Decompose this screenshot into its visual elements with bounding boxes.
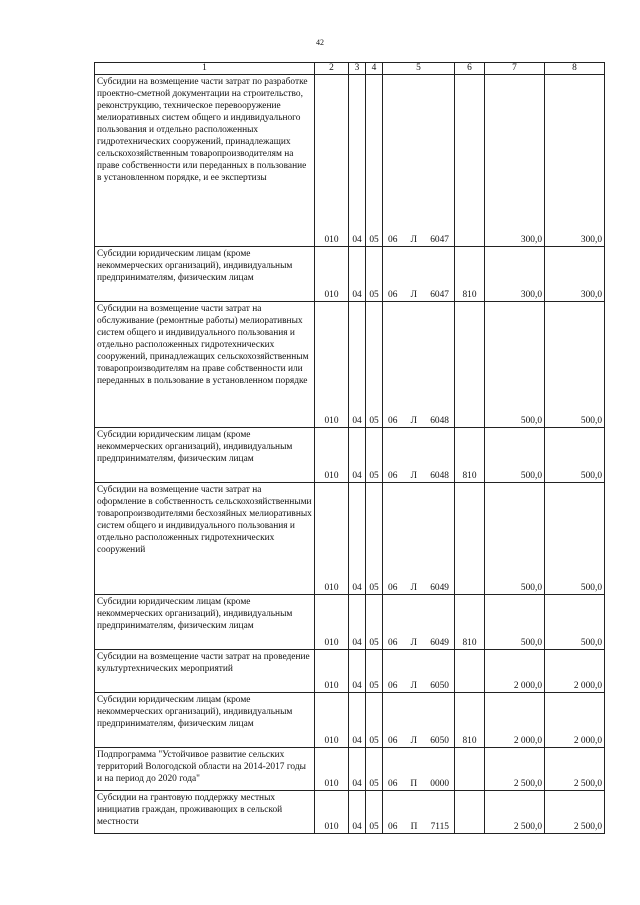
amount-col7: 500,0 [485, 483, 545, 595]
page-number: 42 [316, 38, 324, 47]
amount-col8: 2 000,0 [545, 693, 605, 748]
expense-type [455, 748, 485, 791]
amount-col8: 500,0 [545, 483, 605, 595]
grbs-code: 010 [315, 748, 349, 791]
table-row [95, 791, 605, 834]
row-name: Подпрограмма "Устойчивое развитие сельских территорий Вологодской области на 2014-2017 годы и на период до 2020 года" [95, 748, 315, 791]
target-article [383, 693, 455, 748]
target-article-program: 06 [388, 416, 398, 426]
section-code: 04 [349, 595, 366, 650]
grbs-code: 010 [315, 247, 349, 302]
target-article-direction: 6049 [430, 638, 449, 648]
target-article [383, 428, 455, 483]
grbs-code: 010 [315, 483, 349, 595]
target-article [383, 75, 455, 247]
amount-col8: 500,0 [545, 428, 605, 483]
target-article-program: 06 [388, 235, 398, 245]
target-article-direction: 7115 [430, 822, 449, 832]
expense-type [455, 483, 485, 595]
subsection-code: 05 [366, 428, 383, 483]
header-cell: 8 [545, 63, 605, 75]
target-article-direction: 6048 [430, 471, 449, 481]
amount-col7: 2 500,0 [485, 748, 545, 791]
amount-col7: 2 000,0 [485, 693, 545, 748]
expense-type: 810 [455, 693, 485, 748]
section-code: 04 [349, 748, 366, 791]
expense-type [455, 650, 485, 693]
section-code: 04 [349, 302, 366, 428]
table-row [95, 75, 605, 247]
target-article-subprogram: Л [410, 416, 417, 426]
target-article-direction: 6049 [430, 583, 449, 593]
row-name: Субсидии юридическим лицам (кроме некоммерческих организаций), индивидуальным предпринимателям, физическим лицам [95, 595, 315, 650]
row-name: Субсидии юридическим лицам (кроме некоммерческих организаций), индивидуальным предпринимателям, физическим лицам [95, 428, 315, 483]
amount-col7: 500,0 [485, 595, 545, 650]
section-code: 04 [349, 693, 366, 748]
target-article-subprogram: П [410, 822, 418, 832]
header-cell: 3 [349, 63, 366, 75]
amount-col7: 300,0 [485, 247, 545, 302]
section-code: 04 [349, 75, 366, 247]
subsection-code: 05 [366, 302, 383, 428]
subsection-code: 05 [366, 595, 383, 650]
row-name: Субсидии на возмещение части затрат по разработке проектно-сметной документации на строительство, реконструкцию, техническое перевооружение мелиоративных систем общего и индивидуального пользования и отдельно расположенных гидротехнических сооружений, принадлежащих сельскохозяйственным товаропроизводителям на праве собственности или переданных в пользование в установленном порядке, и ее экспертизы [95, 75, 315, 247]
header-cell: 1 [95, 63, 315, 75]
expense-type: 810 [455, 428, 485, 483]
row-name: Субсидии на возмещение части затрат на оформление в собственность сельскохозяйственными товаропроизводителями бесхозяйных мелиоративных систем общего и индивидуального пользования и отдельно расположенных гидротехнических сооружений [95, 483, 315, 595]
target-article [383, 247, 455, 302]
amount-col7: 2 000,0 [485, 650, 545, 693]
row-name: Субсидии на возмещение части затрат на проведение культуртехнических мероприятий [95, 650, 315, 693]
amount-col7: 300,0 [485, 75, 545, 247]
amount-col7: 500,0 [485, 302, 545, 428]
table-row [95, 247, 605, 302]
header-cell: 6 [455, 63, 485, 75]
expense-type: 810 [455, 595, 485, 650]
grbs-code: 010 [315, 693, 349, 748]
target-article-subprogram: Л [410, 681, 417, 691]
amount-col8: 500,0 [545, 302, 605, 428]
target-article-program: 06 [388, 471, 398, 481]
header-row [95, 63, 605, 75]
table-row [95, 650, 605, 693]
amount-col7: 2 500,0 [485, 791, 545, 834]
amount-col8: 500,0 [545, 595, 605, 650]
budget-table [94, 62, 605, 834]
target-article-program: 06 [388, 290, 398, 300]
row-name: Субсидии на грантовую поддержку местных инициатив граждан, проживающих в сельской местности [95, 791, 315, 834]
target-article-program: 06 [388, 822, 398, 832]
target-article-direction: 6050 [430, 681, 449, 691]
target-article-program: 06 [388, 583, 398, 593]
table-row [95, 595, 605, 650]
subsection-code: 05 [366, 791, 383, 834]
target-article [383, 748, 455, 791]
subsection-code: 05 [366, 75, 383, 247]
subsection-code: 05 [366, 693, 383, 748]
grbs-code: 010 [315, 302, 349, 428]
target-article-direction: 6047 [430, 235, 449, 245]
target-article [383, 302, 455, 428]
table-row [95, 748, 605, 791]
section-code: 04 [349, 791, 366, 834]
amount-col8: 2 000,0 [545, 650, 605, 693]
target-article-subprogram: П [410, 779, 418, 789]
target-article-direction: 6050 [430, 736, 449, 746]
row-name: Субсидии на возмещение части затрат на обслуживание (ремонтные работы) мелиоративных систем общего и индивидуального пользования и отдельно расположенных гидротехнических сооружений, принадлежащих сельскохозяйственным товаропроизводителям на праве собственности или переданных в пользование в установленном порядке [95, 302, 315, 428]
target-article [383, 650, 455, 693]
target-article-subprogram: Л [410, 290, 417, 300]
grbs-code: 010 [315, 650, 349, 693]
amount-col8: 300,0 [545, 247, 605, 302]
target-article-subprogram: Л [410, 471, 417, 481]
row-name: Субсидии юридическим лицам (кроме некоммерческих организаций), индивидуальным предпринимателям, физическим лицам [95, 247, 315, 302]
section-code: 04 [349, 247, 366, 302]
grbs-code: 010 [315, 791, 349, 834]
expense-type: 810 [455, 247, 485, 302]
target-article-subprogram: Л [410, 736, 417, 746]
subsection-code: 05 [366, 650, 383, 693]
target-article-subprogram: Л [410, 235, 417, 245]
amount-col8: 300,0 [545, 75, 605, 247]
target-article-subprogram: Л [410, 638, 417, 648]
amount-col8: 2 500,0 [545, 748, 605, 791]
section-code: 04 [349, 428, 366, 483]
table-row [95, 428, 605, 483]
header-cell: 5 [383, 63, 455, 75]
amount-col8: 2 500,0 [545, 791, 605, 834]
section-code: 04 [349, 483, 366, 595]
expense-type [455, 791, 485, 834]
amount-col7: 500,0 [485, 428, 545, 483]
header-cell: 2 [315, 63, 349, 75]
expense-type [455, 75, 485, 247]
table-row [95, 693, 605, 748]
row-name: Субсидии юридическим лицам (кроме некоммерческих организаций), индивидуальным предпринимателям, физическим лицам [95, 693, 315, 748]
target-article [383, 595, 455, 650]
target-article-program: 06 [388, 681, 398, 691]
table-row [95, 483, 605, 595]
target-article-program: 06 [388, 779, 398, 789]
grbs-code: 010 [315, 75, 349, 247]
section-code: 04 [349, 650, 366, 693]
subsection-code: 05 [366, 483, 383, 595]
header-cell: 4 [366, 63, 383, 75]
expense-type [455, 302, 485, 428]
subsection-code: 05 [366, 748, 383, 791]
header-cell: 7 [485, 63, 545, 75]
target-article [383, 791, 455, 834]
subsection-code: 05 [366, 247, 383, 302]
target-article-program: 06 [388, 638, 398, 648]
grbs-code: 010 [315, 595, 349, 650]
target-article [383, 483, 455, 595]
target-article-direction: 6047 [430, 290, 449, 300]
target-article-subprogram: Л [410, 583, 417, 593]
target-article-direction: 6048 [430, 416, 449, 426]
target-article-direction: 0000 [430, 779, 449, 789]
grbs-code: 010 [315, 428, 349, 483]
target-article-program: 06 [388, 736, 398, 746]
table-row [95, 302, 605, 428]
